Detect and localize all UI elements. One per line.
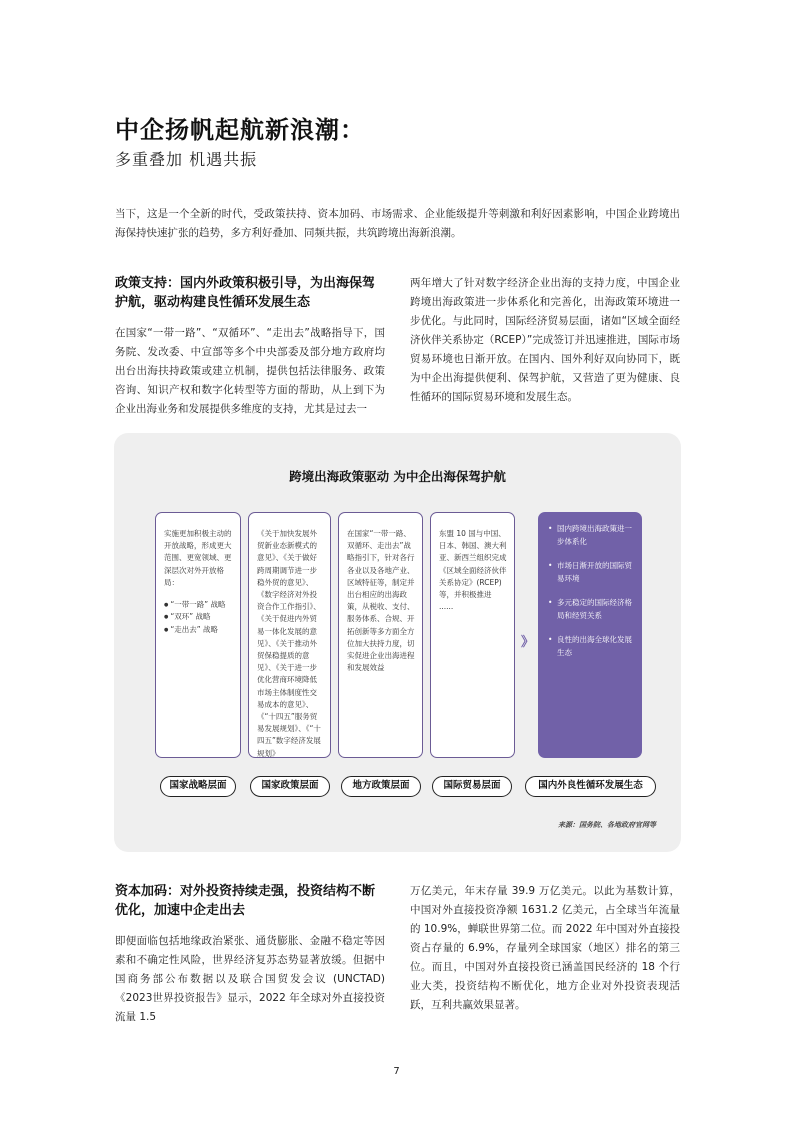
international-trade-card xyxy=(430,512,515,758)
ecosystem-item: • 国内跨境出海政策进一步体系化 xyxy=(547,523,635,548)
page-title: 中企扬帆起航新浪潮： xyxy=(115,116,365,144)
ecosystem-item: • 市场日渐开放的国际贸易环境 xyxy=(547,560,635,585)
pill-ecosystem: 国内外良性循环发展生态 xyxy=(525,776,656,797)
section2-right-column xyxy=(410,882,680,1015)
section2-left-text: 即便面临包括地缘政治紧张、通货膨胀、金融不稳定等因素和不确定性风险，世界经济复苏态势显著放缓。但据中国商务部公布数据以及联合国贸发会议 (UNCTAD)《2023世界投资报告》显示，2022 年全球对外直接投资流量 1.5 xyxy=(115,935,385,1023)
pill-national-policy: 国家政策层面 xyxy=(250,776,330,797)
strategy-list xyxy=(164,599,233,636)
chevron-right-icon: 》 xyxy=(521,635,532,650)
international-trade-text: 东盟 10 国与中国、日本、韩国、澳大利亚、新西兰组织完成《区域全面经济伙伴关系协定》(RCEP) 等，并积极推进 ...... xyxy=(439,529,507,612)
national-policy-card xyxy=(248,512,331,758)
section2-left-column xyxy=(115,882,385,1027)
ecosystem-item: • 良性的出海全球化发展生态 xyxy=(547,634,635,659)
section1-left-text: 在国家“一带一路”、“双循环”、“走出去”战略指导下，国务院、发改委、中宣部等多个中央部委及部分地方政府均出台出海扶持政策或建立机制，提供包括法律服务、政策咨询、知识产权和数字化转型等方面的帮助，从上到下为企业出海业务和发展提供多维度的支持，尤其是过去一 xyxy=(115,327,385,415)
national-strategy-text: 实施更加积极主动的开放战略，形成更大范围、更宽领域、更深层次对外开放格局： xyxy=(164,529,232,587)
policy-panel xyxy=(114,433,681,852)
national-policy-text: 《关于加快发展外贸新业态新模式的意见》、《关于做好跨周期调节进一步稳外贸的意见》、《数字经济对外投资合作工作指引》、《关于促进内外贸易一体化发展的意见》、《关于推动外贸保稳提质的意见》、《关于进一步优化营商环境降低市场主体制度性交易成本的意见》、《“十四五”服务贸易发展规划》、《“十四五”数字经济发展规划》 xyxy=(257,529,321,758)
section1-heading: 政策支持：国内外政策积极引导，为出海保驾护航，驱动构建良性循环发展生态 xyxy=(115,276,376,310)
section2-right-text: 万亿美元，年末存量 39.9 万亿美元。以此为基数计算，中国对外直接投资净额 1631.2 亿美元，占全球当年流量的 10.9%，蝉联世界第二位。而 2022 年中国对外直接投资占存量的 6.9%，存量列全球国家（地区）排名的第三位。而且，中国对外直接投资已涵盖国民经济的 18 个行业大类，投资结构不断优化，地方企业对外投资表现活跃，互利共赢效果显著。 xyxy=(410,885,680,1011)
section1-left-column xyxy=(115,274,385,419)
section1-right-column xyxy=(410,274,680,407)
source-note: 来源：国务院、各地政府官网等 xyxy=(558,821,656,829)
local-policy-text: 在国家“一带一路、双循环、走出去”战略指引下，针对各行各业以及各地产业、区域特征等，制定并出台相应的出海政策，从税收、支付、服务体系、合规、开拓创新等多方面全方位加大扶持力度，切实促进企业出海进程和发展效益 xyxy=(347,529,415,673)
section2-heading: 资本加码：对外投资持续走强，投资结构不断优化，加速中企走出去 xyxy=(115,884,376,918)
intro-paragraph: 当下，这是一个全新的时代，受政策扶持、资本加码、市场需求、企业能级提升等刺激和利好因素影响，中国企业跨境出海保持快速扩张的趋势，多方利好叠加、同频共振，共筑跨境出海新浪潮。 xyxy=(115,208,680,239)
ecosystem-list xyxy=(547,523,635,659)
local-policy-card xyxy=(338,512,423,758)
page-number: 7 xyxy=(393,1066,400,1077)
national-strategy-card xyxy=(155,512,241,758)
panel-title: 跨境出海政策驱动 为中企出海保驾护航 xyxy=(289,469,506,484)
pill-international-trade: 国际贸易层面 xyxy=(432,776,512,797)
page-subtitle: 多重叠加 机遇共振 xyxy=(115,150,258,169)
section1-right-text: 两年增大了针对数字经济企业出海的支持力度，中国企业跨境出海政策进一步体系化和完善化，出海政策环境进一步优化。与此同时，国际经济贸易层面，诸如“区域全面经济伙伴关系协定（RCEP）”完成签订并迅速推进，国际市场贸易环境也日渐开放。在国内、国外利好双向协同下，既为中企出海提供便利、保驾护航，又营造了更为健康、良性循环的国际贸易环境和发展生态。 xyxy=(410,277,680,403)
ecosystem-item: • 多元稳定的国际经济格局和经贸关系 xyxy=(547,597,635,622)
pill-local-policy: 地方政策层面 xyxy=(341,776,421,797)
ecosystem-card xyxy=(538,512,642,758)
strategy-item: ● “走出去” 战略 xyxy=(164,624,233,636)
pill-national-strategy: 国家战略层面 xyxy=(160,776,236,797)
strategy-item: ● “双环” 战略 xyxy=(164,611,233,623)
strategy-item: ● “一带一路” 战略 xyxy=(164,599,233,611)
